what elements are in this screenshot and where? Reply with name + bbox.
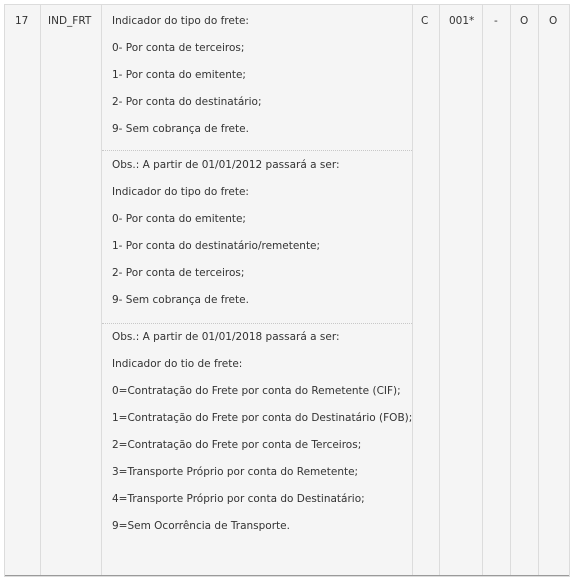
column-divider: [538, 5, 539, 576]
description-line: 2- Por conta do destinatário;: [112, 96, 262, 108]
field-decimals: -: [494, 15, 498, 27]
description-line: Indicador do tio de frete:: [112, 358, 243, 370]
description-line: Obs.: A partir de 01/01/2012 passará a ser:: [112, 159, 340, 171]
description-block-2018: [102, 323, 412, 573]
description-line: 9- Sem cobrança de frete.: [112, 123, 249, 135]
description-line: 0=Contratação do Frete por conta do Remetente (CIF);: [112, 385, 401, 397]
field-table-row: [4, 4, 570, 577]
description-line: Indicador do tipo do frete:: [112, 186, 249, 198]
field-exit-obligation: O: [549, 15, 558, 27]
field-type: C: [421, 15, 429, 27]
description-block-current: [102, 5, 412, 150]
column-divider: [439, 5, 440, 576]
table-bottom-border: [5, 575, 569, 576]
description-line: 4=Transporte Próprio por conta do Destinatário;: [112, 493, 365, 505]
description-line: 0- Por conta do emitente;: [112, 213, 246, 225]
description-line: 2=Contratação do Frete por conta de Terceiros;: [112, 439, 362, 451]
row-number: 17: [15, 15, 29, 27]
description-line: 9=Sem Ocorrência de Transporte.: [112, 520, 290, 532]
column-divider: [412, 5, 413, 576]
description-line: 0- Por conta de terceiros;: [112, 42, 245, 54]
description-line: 1- Por conta do emitente;: [112, 69, 246, 81]
field-name: IND_FRT: [48, 15, 92, 27]
description-line: Indicador do tipo do frete:: [112, 15, 249, 27]
field-size: 001*: [449, 15, 475, 27]
column-divider: [510, 5, 511, 576]
column-divider: [40, 5, 41, 576]
description-line: Obs.: A partir de 01/01/2018 passará a ser:: [112, 331, 340, 343]
description-block-2012: [102, 150, 412, 323]
column-divider: [482, 5, 483, 576]
field-entry-obligation: O: [520, 15, 529, 27]
description-line: 2- Por conta de terceiros;: [112, 267, 245, 279]
description-line: 1=Contratação do Frete por conta do Destinatário (FOB);: [112, 412, 413, 424]
description-line: 1- Por conta do destinatário/remetente;: [112, 240, 321, 252]
description-line: 9- Sem cobrança de frete.: [112, 294, 249, 306]
description-line: 3=Transporte Próprio por conta do Remetente;: [112, 466, 359, 478]
